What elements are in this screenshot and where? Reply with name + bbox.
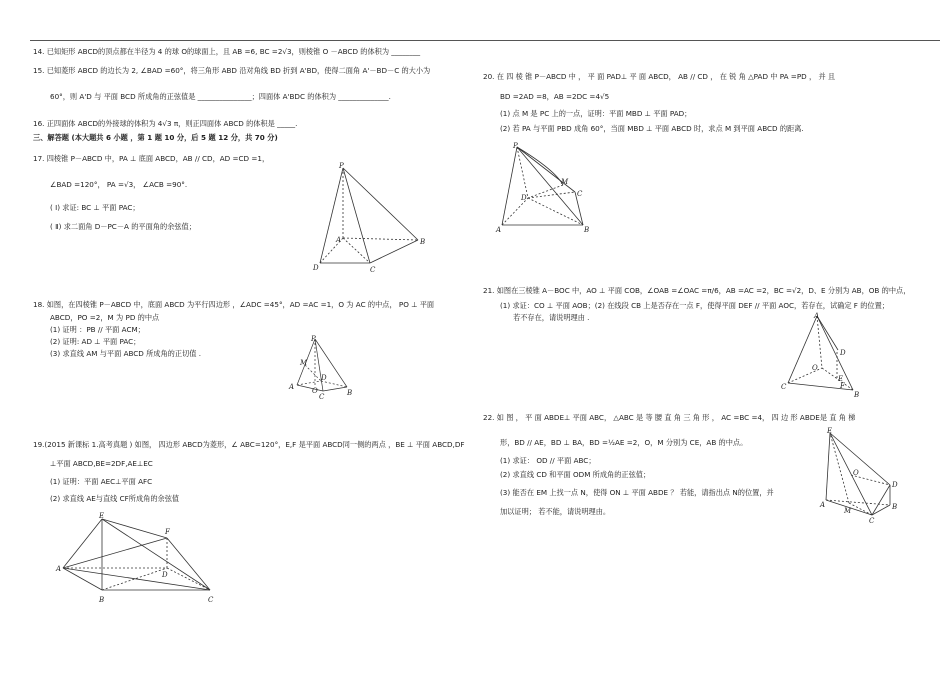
label-C: C — [577, 190, 583, 198]
label-C: C — [370, 266, 376, 274]
label-P: P — [513, 142, 518, 150]
label-F: F — [840, 382, 845, 390]
label-C: C — [208, 596, 214, 604]
question-18-part2: (2) 证明: AD ⊥ 平面 PAC； — [50, 337, 141, 346]
question-17-part2: ( Ⅱ) 求二面角 D－PC－A 的平面角的余弦值； — [50, 222, 196, 231]
label-B: B — [892, 503, 898, 511]
label-B: B — [420, 238, 426, 246]
question-21-line3: 若不存在，请说明理由 . — [513, 313, 590, 322]
header-rule — [30, 40, 940, 41]
question-18-line1: 18. 如图，在四棱锥 P－ABCD 中，底面 ABCD 为平行四边形 ，∠ADC =45°，AD =AC =1，O 为 AC 的中点， PO ⊥ 平面 — [33, 300, 435, 309]
question-17-part1: ( Ⅰ) 求证: BC ⊥ 平面 PAC； — [50, 203, 140, 212]
question-20-part1: (1) 点 M 是 PC 上的一点，证明：平面 MBD ⊥ 平面 PAD； — [500, 109, 692, 118]
label-P: P — [311, 335, 316, 343]
label-E: E — [827, 427, 833, 435]
figure-21 — [780, 310, 860, 400]
question-22-part3-cont: 加以证明； 若不能，请说明理由。 — [500, 507, 611, 516]
figure-17 — [310, 160, 435, 275]
label-A: A — [56, 565, 62, 573]
question-22-part3: (3) 能否在 EM 上找一点 N，使得 ON ⊥ 平面 ABDE ？ 若能，请指出点 N的位置，并 — [500, 488, 774, 497]
label-M: M — [844, 507, 852, 515]
figure-22 — [820, 425, 900, 525]
question-22-part2: (2) 求直线 CD 和平面 ODM 所成角的正弦值； — [500, 470, 651, 479]
label-A: A — [289, 383, 295, 391]
question-17-line2: ∠BAD =120°， PA =√3， ∠ACB =90°. — [50, 180, 188, 189]
label-D: D — [162, 571, 168, 579]
question-17-line1: 17. 四棱锥 P－ABCD 中，PA ⊥ 底面 ABCD，AB // CD，AD =CD =1， — [33, 154, 270, 163]
label-E: E — [99, 512, 105, 520]
label-B: B — [584, 226, 590, 234]
label-M: M — [561, 178, 569, 186]
figure-20 — [495, 140, 595, 235]
label-O: O — [312, 387, 318, 395]
label-A: A — [496, 226, 502, 234]
question-19-line2: ⊥平面 ABCD,BE=2DF,AE⊥EC — [50, 459, 153, 468]
question-19-line1: 19.(2015 新课标 1.高考真题 ) 如图， 四边形 ABCD为菱形，∠ ABC=120°，E,F 是平面 ABCD同一侧的两点 ，BE ⊥ 平面 ABCD,DF — [33, 440, 465, 449]
label-O: O — [853, 469, 859, 477]
label-C: C — [781, 383, 787, 391]
section-heading: 三、解答题 (本大题共 6 小题 ，第 1 题 10 分，后 5 题 12 分，共 70 分) — [33, 133, 278, 142]
question-22-line2: 形，BD // AE，BD ⊥ BA，BD =½AE =2，O，M 分别为 CE，AB 的中点。 — [500, 438, 748, 447]
question-21-line2: (1) 求证：CO ⊥ 平面 AOB；(2) 在线段 CB 上是否存在一点 F，使得平面 DEF // 平面 AOC，若存在，试确定 F 的位置； — [500, 301, 889, 310]
question-15-line1: 15. 已知菱形 ABCD 的边长为 2, ∠BAD =60°，将三角形 ABD 沿对角线 BD 折到 A'BD，使得二面角 A'－BD－C 的大小为 — [33, 66, 431, 75]
question-22-line1: 22. 如 图 ， 平 面 ABDE⊥ 平面 ABC， △ABC 是 等 腰 直 角 三 角 形 ， AC =BC =4， 四 边 形 ABDE是 直 角 梯 — [483, 413, 856, 422]
label-D: D — [840, 349, 846, 357]
question-18-part3: (3) 求直线 AM 与平面 ABCD 所成角的正切值 . — [50, 349, 202, 358]
label-B: B — [99, 596, 105, 604]
question-19-part2: (2) 求直线 AE与直线 CF所成角的余弦值 — [50, 494, 180, 503]
label-D: D — [521, 194, 527, 202]
label-A: A — [336, 236, 342, 244]
figure-18 — [285, 335, 365, 400]
question-20-part2: (2) 若 PA 与平面 PBD 成角 60°，当面 MBD ⊥ 平面 ABCD 时，求点 M 到平面 ABCD 的距离. — [500, 124, 804, 133]
label-P: P — [339, 162, 344, 170]
question-22-part1: (1) 求证： OD // 平面 ABC； — [500, 456, 596, 465]
question-20-line2: BD =2AD =8，AB =2DC =4√5 — [500, 92, 610, 101]
question-18-line2: ABCD，PO =2，M 为 PD 的中点 — [50, 313, 160, 322]
label-D: D — [313, 264, 319, 272]
label-D: D — [892, 481, 898, 489]
question-14: 14. 已知矩形 ABCD的顶点都在半径为 4 的球 O的球面上，且 AB =6, BC =2√3，则棱锥 O －ABCD 的体积为 ________ — [33, 47, 421, 56]
label-C: C — [869, 517, 875, 525]
label-A: A — [814, 312, 820, 320]
question-19-part1: (1) 证明：平面 AEC⊥平面 AFC — [50, 477, 153, 486]
question-21-line1: 21. 如图在三棱锥 A－BOC 中，AO ⊥ 平面 COB，∠OAB =∠OAC =π/6，AB =AC =2，BC =√2，D、E 分别为 AB，OB 的中点， — [483, 286, 911, 295]
label-M: M — [300, 359, 308, 367]
label-A: A — [820, 501, 826, 509]
question-18-part1: (1) 证明 ：PB // 平面 ACM； — [50, 325, 145, 334]
label-C: C — [319, 393, 325, 401]
label-D: D — [321, 374, 327, 382]
question-20-line1: 20. 在 四 棱 锥 P－ABCD 中 ， 平 面 PAD⊥ 平 面 ABCD， AB // CD ， 在 锐 角 △PAD 中 PA =PD ， 并 且 — [483, 72, 836, 81]
label-B: B — [854, 391, 860, 399]
label-B: B — [347, 389, 353, 397]
label-O: O — [812, 364, 818, 372]
question-16: 16. 正四面体 ABCD的外接球的体积为 4√3 π，则正四面体 ABCD 的体积是 _____. — [33, 119, 298, 128]
label-F: F — [165, 528, 170, 536]
figure-19 — [55, 510, 225, 605]
label-E: E — [838, 375, 844, 383]
question-15-line2: 60°，则 A'D 与 平面 BCD 所成角的正弦值是 _______________；四面体 A'BDC 的体积为 ______________. — [50, 92, 391, 101]
